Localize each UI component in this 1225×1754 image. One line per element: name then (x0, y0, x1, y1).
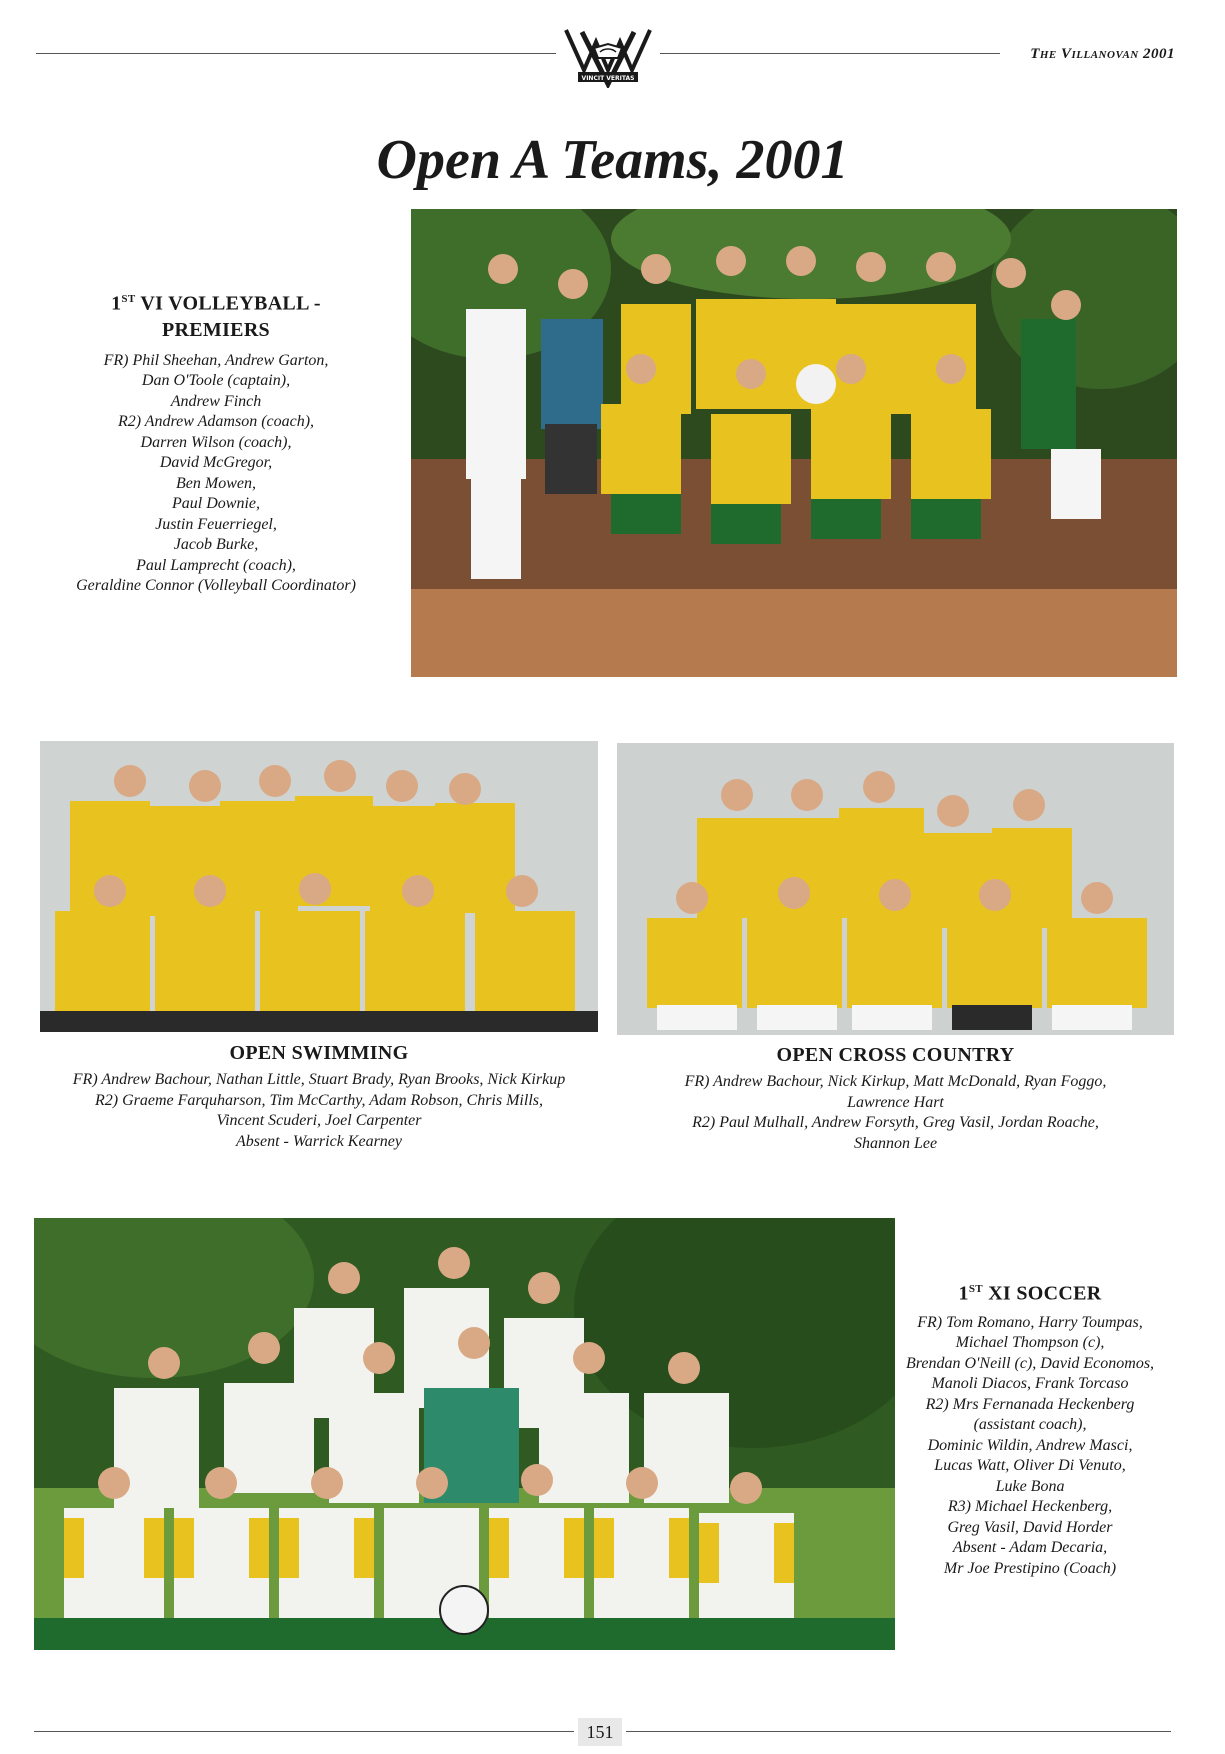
swimming-title: OPEN SWIMMING (229, 1042, 409, 1064)
school-crest-logo (562, 26, 654, 88)
cross-country-line: R2) Paul Mulhall, Andrew Forsyth, Greg Vasil, Jordan Roache, (692, 1114, 1099, 1131)
cross-country-line: Shannon Lee (853, 1134, 938, 1152)
volleyball-line: FR) Phil Sheehan, Andrew Garton, (103, 351, 329, 369)
soccer-team-photo (34, 1218, 895, 1650)
soccer-line: Dominic Wildin, Andrew Masci, (927, 1436, 1133, 1454)
soccer-line: Mr Joe Prestipino (Coach) (943, 1559, 1117, 1577)
volleyball-line: Jacob Burke, (173, 536, 259, 554)
soccer-line: Absent - Adam Decaria, (952, 1539, 1108, 1557)
volleyball-line: Darren Wilson (coach), (140, 433, 292, 451)
running-head: The Villanovan 2001 (1030, 46, 1175, 62)
soccer-line: R3) Michael Heckenberg, (947, 1498, 1113, 1516)
volleyball-line: Paul Downie, (172, 495, 260, 513)
volleyball-caption (60, 286, 372, 597)
soccer-line: Brendan O'Neill (c), David Economos, (905, 1354, 1155, 1372)
soccer-line: FR) Tom Romano, Harry Toumpas, (917, 1313, 1143, 1331)
soccer-line: Michael Thompson (c), (955, 1334, 1105, 1352)
volleyball-team-photo (411, 209, 1177, 677)
volleyball-line: Andrew Finch (170, 392, 262, 410)
header-rule-left (36, 53, 556, 54)
soccer-line: Greg Vasil, David Horder (947, 1518, 1113, 1536)
soccer-line: Luke Bona (995, 1477, 1065, 1495)
volleyball-line: Ben Mowen, (176, 474, 256, 492)
volleyball-line: Justin Feuerriegel, (155, 515, 277, 533)
cross-country-team-photo (617, 743, 1174, 1035)
page-number: 151 (578, 1718, 622, 1746)
cross-country-title: OPEN CROSS COUNTRY (776, 1044, 1015, 1066)
swimming-line: R2) Graeme Farquharson, Tim McCarthy, Adam Robson, Chris Mills, (94, 1091, 543, 1109)
swimming-team-photo (40, 741, 598, 1032)
cross-country-line: FR) Andrew Bachour, Nick Kirkup, Matt McDonald, Ryan Foggo, (684, 1073, 1107, 1090)
page-title: Open A Teams, 2001 (376, 129, 849, 191)
soccer-line: Lucas Watt, Oliver Di Venuto, (934, 1457, 1126, 1475)
soccer-line: R2) Mrs Fernanada Heckenberg (925, 1395, 1135, 1413)
footer-rule-right (626, 1731, 1171, 1732)
svg-text:VINCIT VERITAS: VINCIT VERITAS (581, 75, 635, 82)
swimming-line: FR) Andrew Bachour, Nathan Little, Stuart Brady, Ryan Brooks, Nick Kirkup (72, 1071, 566, 1088)
soccer-line: Manoli Diacos, Frank Torcaso (931, 1375, 1129, 1393)
footer-rule-left (34, 1731, 574, 1732)
swimming-caption (40, 1040, 598, 1152)
swimming-line: Vincent Scuderi, Joel Carpenter (216, 1112, 422, 1129)
volleyball-title: 1ST VI VOLLEYBALL - PREMIERS (111, 292, 321, 341)
soccer-line: (assistant coach), (973, 1416, 1087, 1434)
volleyball-line: Dan O'Toole (captain), (141, 372, 291, 390)
volleyball-line: Geraldine Connor (Volleyball Coordinator) (76, 577, 356, 595)
cross-country-line: Lawrence Hart (847, 1093, 944, 1111)
cross-country-caption (617, 1042, 1174, 1154)
volleyball-line: Paul Lamprecht (coach), (136, 556, 296, 574)
soccer-caption (895, 1276, 1165, 1579)
volleyball-line: R2) Andrew Adamson (coach), (117, 413, 315, 431)
volleyball-line: David McGregor, (159, 454, 273, 472)
swimming-line: Absent - Warrick Kearney (235, 1132, 403, 1150)
soccer-title: 1ST XI SOCCER (958, 1282, 1102, 1305)
header-rule-right (660, 53, 1000, 54)
